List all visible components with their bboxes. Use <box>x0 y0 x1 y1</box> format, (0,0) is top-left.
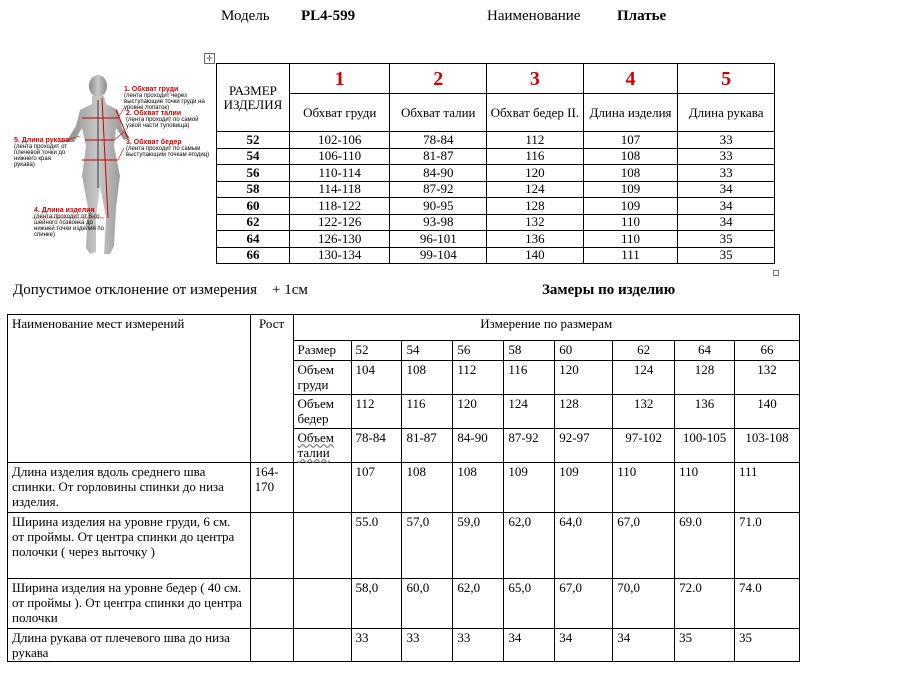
size-cell: 64 <box>217 231 290 248</box>
size-value-cell: 110 <box>583 231 678 248</box>
size-cell: 66 <box>217 247 290 264</box>
garment-measure-value: 62,0 <box>453 579 504 629</box>
size-row <box>217 148 775 165</box>
size-value-cell: 116 <box>487 148 584 165</box>
col-name-waist: Обхват талии <box>390 94 487 132</box>
garment-measure-value: 110 <box>613 463 675 513</box>
garment-measure-label: Ширина изделия на уровне бедер ( 40 см. от проймы ). От центра спинки до центра полочки <box>8 579 251 629</box>
body-measure-value: 132 <box>613 395 675 429</box>
body-measure-value: 120 <box>453 395 504 429</box>
body-measure-value: 112 <box>351 395 402 429</box>
name-value: Платье <box>617 8 667 24</box>
size-value-cell: 102-106 <box>289 132 390 149</box>
size-value-cell: 106-110 <box>289 148 390 165</box>
measure-title: Замеры по изделию <box>542 282 676 298</box>
size-header-cell: 54 <box>402 341 453 361</box>
size-header-cell: 62 <box>613 341 675 361</box>
garment-measure-value: 33 <box>453 629 504 662</box>
body-measure-label: Объем талии <box>293 429 351 463</box>
garment-measure-label: Длина рукава от плечевого шва до низа рукава <box>8 629 251 662</box>
body-measure-value: 97-102 <box>613 429 675 463</box>
garment-measure-value: 57,0 <box>402 513 453 579</box>
size-value-cell: 35 <box>678 231 775 248</box>
size-header-cell: 56 <box>453 341 504 361</box>
body-measure-value: 92-97 <box>555 429 613 463</box>
empty-cell <box>293 513 351 579</box>
body-measure-label: Объем груди <box>293 361 351 395</box>
size-value-cell: 96-101 <box>390 231 487 248</box>
garment-measure-label: Ширина изделия на уровне груди, 6 см. от проймы. От центра спинки до центра полочки ( через выточку ) <box>8 513 251 579</box>
size-value-cell: 124 <box>487 181 584 198</box>
garment-measure-value: 35 <box>735 629 800 662</box>
body-measure-value: 112 <box>453 361 504 395</box>
size-value-cell: 128 <box>487 198 584 215</box>
size-value-cell: 136 <box>487 231 584 248</box>
figure-label-bust: 1. Обхват груди (лента проходит через выступающие точки груди на уровне лопаток) <box>124 86 205 111</box>
garment-height-cell <box>250 513 293 579</box>
size-cell: 58 <box>217 181 290 198</box>
garment-measure-value: 72.0 <box>675 579 735 629</box>
model-value: PL4-599 <box>301 8 356 24</box>
size-value-cell: 122-126 <box>289 214 390 231</box>
body-measure-value: 103-108 <box>735 429 800 463</box>
col-name-bust: Обхват груди <box>289 94 390 132</box>
garment-measure-value: 74.0 <box>735 579 800 629</box>
size-value-cell: 33 <box>678 148 775 165</box>
garment-measure-value: 33 <box>402 629 453 662</box>
figure-label-waist: 2. Обхват талии (лента проходит по самой узкой части туловища) <box>126 110 199 129</box>
body-measure-value: 136 <box>675 395 735 429</box>
col-name-length: Длина изделия <box>583 94 678 132</box>
size-value-cell: 114-118 <box>289 181 390 198</box>
size-row <box>217 181 775 198</box>
empty-cell <box>293 629 351 662</box>
body-measurement-figure <box>12 68 212 268</box>
body-measure-value: 128 <box>675 361 735 395</box>
garment-measure-value: 34 <box>555 629 613 662</box>
body-measure-value: 81-87 <box>402 429 453 463</box>
size-header: РАЗМЕР ИЗДЕЛИЯ <box>217 64 290 132</box>
size-value-cell: 118-122 <box>289 198 390 215</box>
body-measure-value: 78-84 <box>351 429 402 463</box>
sizes-header: Измерение по размерам <box>293 315 799 341</box>
size-value-cell: 110-114 <box>289 165 390 182</box>
size-value-cell: 132 <box>487 214 584 231</box>
size-header-cell: 64 <box>675 341 735 361</box>
size-row <box>217 214 775 231</box>
empty-cell <box>293 463 351 513</box>
garment-measure-value: 59,0 <box>453 513 504 579</box>
size-value-cell: 108 <box>583 165 678 182</box>
size-value-cell: 110 <box>583 214 678 231</box>
size-cell: 60 <box>217 198 290 215</box>
body-measure-value: 132 <box>735 361 800 395</box>
garment-measure-value: 108 <box>402 463 453 513</box>
size-table <box>216 63 775 264</box>
size-value-cell: 140 <box>487 247 584 264</box>
size-value-cell: 34 <box>678 198 775 215</box>
garment-height-cell: 164-170 <box>250 463 293 513</box>
body-measure-value: 116 <box>504 361 555 395</box>
garment-height-cell <box>250 579 293 629</box>
col-number-4: 4 <box>583 64 678 94</box>
size-header-cell: 66 <box>735 341 800 361</box>
table-resize-handle[interactable] <box>773 270 779 276</box>
col-number-2: 2 <box>390 64 487 94</box>
size-row <box>217 198 775 215</box>
size-value-cell: 33 <box>678 165 775 182</box>
height-header: Рост <box>250 315 293 463</box>
garment-measure-value: 67,0 <box>555 579 613 629</box>
col-number-3: 3 <box>487 64 584 94</box>
garment-measure-value: 107 <box>351 463 402 513</box>
body-measure-value: 124 <box>504 395 555 429</box>
size-cell: 52 <box>217 132 290 149</box>
deviation-note: Допустимое отклонение от измерения + 1см <box>13 282 308 298</box>
empty-cell <box>293 579 351 629</box>
size-value-cell: 84-90 <box>390 165 487 182</box>
garment-height-cell <box>250 629 293 662</box>
body-measure-value: 120 <box>555 361 613 395</box>
figure-label-hips: 3. Обхват бедер (лента проходит по самым выступающим точкам ягодиц) <box>126 139 210 158</box>
size-value-cell: 107 <box>583 132 678 149</box>
garment-measure-value: 33 <box>351 629 402 662</box>
deviation-value: + 1см <box>271 282 308 298</box>
body-measure-value: 84-90 <box>453 429 504 463</box>
size-cell: 54 <box>217 148 290 165</box>
size-header-cell: 58 <box>504 341 555 361</box>
col-number-1: 1 <box>289 64 390 94</box>
size-value-cell: 93-98 <box>390 214 487 231</box>
garment-measure-value: 60,0 <box>402 579 453 629</box>
size-value-cell: 78-84 <box>390 132 487 149</box>
garment-measure-value: 34 <box>613 629 675 662</box>
size-row <box>217 231 775 248</box>
garment-measure-value: 111 <box>735 463 800 513</box>
size-value-cell: 87-92 <box>390 181 487 198</box>
size-value-cell: 120 <box>487 165 584 182</box>
garment-measure-value: 69.0 <box>675 513 735 579</box>
figure-label-sleeve: 5. Длина рукава (лента проходит от плечевой точки до нижнего края рукава) <box>14 137 70 168</box>
size-value-cell: 108 <box>583 148 678 165</box>
garment-measure-value: 35 <box>675 629 735 662</box>
size-value-cell: 109 <box>583 198 678 215</box>
garment-measure-value: 62,0 <box>504 513 555 579</box>
garment-measure-value: 65,0 <box>504 579 555 629</box>
size-value-cell: 130-134 <box>289 247 390 264</box>
size-value-cell: 34 <box>678 214 775 231</box>
garment-measure-value: 55.0 <box>351 513 402 579</box>
body-measure-value: 128 <box>555 395 613 429</box>
garment-measure-value: 70,0 <box>613 579 675 629</box>
garment-measure-value: 109 <box>555 463 613 513</box>
col-number-5: 5 <box>678 64 775 94</box>
size-cell: 56 <box>217 165 290 182</box>
size-value-cell: 33 <box>678 132 775 149</box>
size-value-cell: 111 <box>583 247 678 264</box>
garment-measure-value: 108 <box>453 463 504 513</box>
body-measure-value: 100-105 <box>675 429 735 463</box>
size-header-cell: 52 <box>351 341 402 361</box>
size-value-cell: 81-87 <box>390 148 487 165</box>
place-header: Наименование мест измерений <box>8 315 251 463</box>
size-value-cell: 90-95 <box>390 198 487 215</box>
garment-measure-value: 58,0 <box>351 579 402 629</box>
garment-measure-value: 109 <box>504 463 555 513</box>
size-value-cell: 126-130 <box>289 231 390 248</box>
body-measure-value: 108 <box>402 361 453 395</box>
size-value-cell: 112 <box>487 132 584 149</box>
table-move-handle-icon[interactable]: ✛ <box>204 53 215 64</box>
size-row <box>217 165 775 182</box>
size-header-cell: 60 <box>555 341 613 361</box>
size-value-cell: 35 <box>678 247 775 264</box>
figure-label-length: 4. Длина изделия (лента проходит от 6-го шейного позвонка до нижней точки изделия по спинке) <box>34 207 104 238</box>
body-measure-value: 140 <box>735 395 800 429</box>
body-measure-value: 124 <box>613 361 675 395</box>
name-label: Наименование <box>487 8 581 24</box>
size-row <box>217 247 775 264</box>
size-value-cell: 34 <box>678 181 775 198</box>
size-cell: 62 <box>217 214 290 231</box>
garment-measure-value: 64,0 <box>555 513 613 579</box>
garment-measure-value: 67,0 <box>613 513 675 579</box>
size-row <box>217 132 775 149</box>
garment-measure-value: 110 <box>675 463 735 513</box>
garment-measure-value: 71.0 <box>735 513 800 579</box>
body-measure-value: 116 <box>402 395 453 429</box>
garment-measure-label: Длина изделия вдоль среднего шва спинки. От горловины спинки до низа изделия. <box>8 463 251 513</box>
body-measure-value: 87-92 <box>504 429 555 463</box>
col-name-hips: Обхват бедер II. <box>487 94 584 132</box>
garment-measure-value: 34 <box>504 629 555 662</box>
size-value-cell: 99-104 <box>390 247 487 264</box>
measure-table <box>7 314 800 662</box>
model-label: Модель <box>221 8 270 24</box>
size-value-cell: 109 <box>583 181 678 198</box>
body-measure-value: 104 <box>351 361 402 395</box>
body-measure-label: Объем бедер <box>293 395 351 429</box>
size-label-cell: Размер <box>293 341 351 361</box>
col-name-sleeve: Длина рукава <box>678 94 775 132</box>
